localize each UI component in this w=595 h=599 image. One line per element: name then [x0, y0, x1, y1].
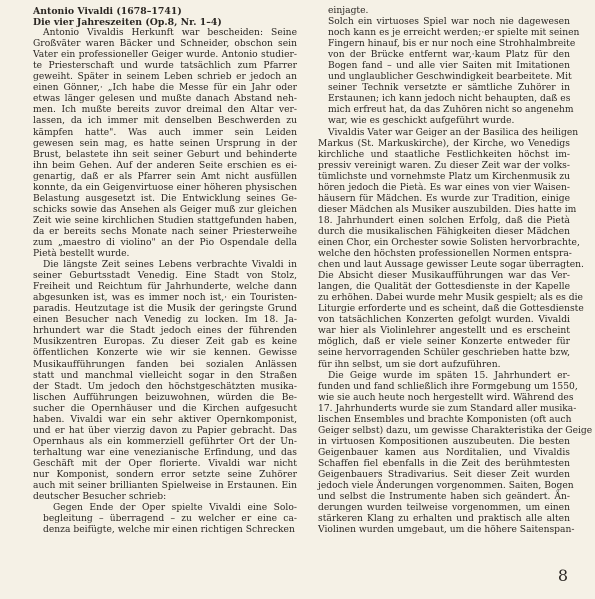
- text-line: Belastung ausgesetzt ist. Die Entwicklung seines Ge-: [33, 193, 297, 204]
- text-line: einen Chor, ein Orchester sowie Solisten hervorbrachte,: [318, 237, 580, 248]
- text-line: Solch ein virtuoses Spiel war noch nie dagewesen: [328, 17, 570, 28]
- text-line: für ihn selbst, um sie dort aufzuführen.: [318, 359, 501, 370]
- paragraph-violin: [318, 370, 593, 537]
- text-line: dieser Mädchen als Musiker auszubilden. Dies hatte im: [318, 204, 577, 215]
- piece-title: Antonio Vivaldi (1678–1741): [33, 6, 182, 17]
- text-line: Markus (St. Markuskirche), der Kirche, wo Venedigs: [318, 138, 570, 149]
- text-line: 18. Jahrhundert einen solchen Erfolg, daß die Pietà: [318, 215, 570, 226]
- text-line: Freiheit und Reichtum für Jahrhunderte, welche dann: [33, 282, 297, 293]
- text-line: und er hat über vierzig davon zu Papier gebracht. Das: [33, 425, 297, 436]
- text-line: lischen Ensembles und brachte Komponisten (oft auch: [318, 414, 572, 425]
- text-line: ihn beim Gehen. Auf der anderen Seite erschien es ei-: [33, 160, 297, 171]
- text-line: etwas länger gelesen und mußte danach Abstand neh-: [33, 94, 297, 105]
- text-line: einen Besucher nach Venedig zu locken. Im 18. Ja-: [33, 315, 297, 326]
- text-line: Schaffen fiel ebenfalls in die Zeit des berühmtesten: [318, 458, 570, 469]
- text-line: haben. Vivaldi war ein sehr aktiver Opernkomponist,: [33, 414, 297, 425]
- text-line: chen und laut Aussage gewisser Leute sogar überragten.: [318, 260, 584, 271]
- text-line: Pietà bestellt wurde.: [33, 249, 130, 260]
- text-line: in virtuosen Kompositionen auszubeuten. Die besten: [318, 436, 570, 447]
- text-line: Zeit wie seine kirchlichen Studien stattgefunden haben,: [33, 215, 297, 226]
- text-line: langen, die Qualität der Gottesdienste in der Kapelle: [318, 282, 570, 293]
- text-line: te Priesterschaft und wurde tatsächlich zum Pfarrer: [33, 61, 297, 72]
- text-line: wie sie auch heute noch hergestellt wird. Während des: [318, 392, 574, 403]
- text-line: Erstaunen; ich kann jedoch nicht behaupten, daß es: [328, 94, 571, 105]
- text-line: sucher die Opernhäuser und die Kirchen aufgesucht: [33, 403, 297, 414]
- text-line: durch die musikalischen Fähigkeiten dieser Mädchen: [318, 226, 570, 237]
- text-line: tümlichste und vornehmste Platz um Kirchenmusik zu: [318, 171, 570, 182]
- text-line: mich erfreut hat, da das Zuhören nicht so angenehm: [328, 105, 574, 116]
- text-line: welche den höchsten professionellen Normen entspra-: [318, 249, 572, 260]
- text-line: seiner Technik versetzte er sämtliche Zuhörer in: [328, 83, 570, 94]
- text-line: terhaltung war eine venezianische Erfindung, und das: [33, 447, 297, 458]
- text-line: auch mit seiner brillianten Spielweise in Erstaunen. Ein: [33, 481, 297, 492]
- text-line: Die Absicht dieser Musikaufführungen war das Ver-: [318, 271, 570, 282]
- text-line: kämpfen hatte". Was auch immer sein Leiden: [33, 127, 297, 138]
- text-line: schicks sowie das Ansehen als Geiger muß zur gleichen: [33, 204, 297, 215]
- text-line: kirchliche und staatliche Festlichkeiten höchst im-: [318, 149, 570, 160]
- text-line: Vater ein professioneller Geiger wurde. Antonio studier-: [33, 50, 297, 61]
- text-line: der Stadt. Um jedoch den höchstgeschätzten musika-: [33, 381, 297, 392]
- text-line: da er bereits sechs Monate nach seiner Priesterweihe: [33, 226, 297, 237]
- text-line: und selbst die Instrumente haben sich geändert. Än-: [318, 492, 570, 503]
- text-line: von der Brücke entfernt war,·kaum Platz für den: [328, 50, 570, 61]
- text-line: paradis. Heutzutage ist die Musik der geringste Grund: [33, 304, 297, 315]
- text-line: denza beifügte, welche mir einen richtigen Schrecken: [43, 525, 295, 536]
- text-line: begleitung – überragend – zu welcher er eine ca-: [43, 514, 297, 525]
- text-line: jedoch viele Änderungen vorgenommen. Saiten, Bogen: [318, 481, 574, 492]
- text-line: Geigenbauer kamen aus Norditalien, und Vivaldis: [318, 447, 570, 458]
- text-line: Geiger selbst) dazu, um gewisse Charakteristika der Geige: [318, 425, 593, 436]
- piece-subtitle: Die vier Jahreszeiten (Op.8, Nr. 1–4): [33, 17, 222, 29]
- text-line: 17. Jahrhunderts wurde sie zum Standard aller musika-: [318, 403, 577, 414]
- text-line: abgesunken ist, was es immer noch ist,· ein Touristen-: [33, 293, 297, 304]
- text-line: häusern für Mädchen. Es wurde zur Tradition, einige: [318, 193, 570, 204]
- text-line: Antonio Vivaldis Herkunft war bescheiden: Seine: [43, 28, 297, 39]
- text-line: war hier als Violinlehrer angestellt und es erscheint: [318, 326, 570, 337]
- text-line: möglich, daß er viele seiner Konzerte entweder für: [318, 337, 570, 348]
- text-line: Bogen fand – und alle vier Saiten mit Imitationen: [328, 61, 570, 72]
- text-line: stärkeren Klang zu erhalten und praktisch alle alten: [318, 514, 570, 525]
- paragraph-intro: [33, 28, 297, 260]
- text-line: hrhundert war die Stadt jedoch eines der führenden: [33, 326, 297, 337]
- left-column: [33, 6, 297, 536]
- text-line: zu erhöhen. Dabei wurde mehr Musik gespielt; als es die: [318, 293, 583, 304]
- text-line: funden und fand schließlich ihre Formgebung um 1550,: [318, 381, 578, 392]
- text-line: derungen wurden teilweise vorgenommen, um einen: [318, 503, 570, 514]
- text-line: lassen, da ich immer mit denselben Beschwerden zu: [33, 116, 297, 127]
- right-column: [318, 6, 593, 536]
- text-line: seiner Geburtsstadt Venedig. Eine Stadt von Stolz,: [33, 271, 297, 282]
- text-line: gewesen sein mag, es hatte seinen Ursprung in der: [33, 138, 297, 149]
- text-line: Liturgie erforderte und es scheint, daß die Gottesdienste: [318, 304, 584, 315]
- text-line: einen Gönner,· „Ich habe die Messe für ein Jahr oder: [33, 83, 297, 94]
- text-line: noch kann es je erreicht werden;·er spielte mit seinen: [328, 28, 580, 39]
- text-line: Violinen wurden umgebaut, um die höhere Saitenspan-: [318, 525, 575, 536]
- text-line: einjagte.: [328, 6, 369, 16]
- text-line: pressiv vereinigt waren. Zu dieser Zeit war der volks-: [318, 160, 570, 171]
- page-number: 8: [557, 566, 568, 585]
- text-line: nur Komponist, sondern error setzte seine Zuhörer: [33, 469, 297, 480]
- text-line: statt und manchmal vielleicht sogar in den Straßen: [33, 370, 297, 381]
- text-line: lischen Aufführungen beizuwohnen, würden die Be-: [33, 392, 297, 403]
- text-line: hören jedoch die Pietà. Es war eines von vier Waisen-: [318, 182, 570, 193]
- text-line: Die längste Zeit seines Lebens verbrachte Vivaldi in: [43, 260, 297, 271]
- text-line: Brust, belastete ihn seit seiner Geburt und behinderte: [33, 149, 297, 160]
- text-line: Geschäft mit der Oper florierte. Vivaldi war nicht: [33, 458, 297, 469]
- text-line: Geigenbauers Stradivarius. Seit dieser Zeit wurden: [318, 469, 570, 480]
- text-line: deutscher Besucher schrieb:: [33, 492, 167, 503]
- quote-visitor-continued: [318, 6, 580, 128]
- paragraph-venice: [33, 260, 297, 503]
- text-line: Opernhaus als ein kommerziell geführter Ort der Un-: [33, 436, 297, 447]
- text-line: Großväter waren Bäcker und Schneider, obschon sein: [33, 39, 297, 50]
- text-line: seine hervorragenden Schüler geschrieben hatte bzw,: [318, 348, 570, 359]
- text-line: öffentlichen Konzerte wie wir sie kennen. Gewisse: [33, 348, 297, 359]
- text-line: war, wie es geschickt aufgeführt wurde.: [328, 116, 515, 127]
- text-line: von tatsächlichen Konzerten gefolgt wurden. Vivaldi: [318, 315, 570, 326]
- text-line: geweiht. Später in seinem Leben schrieb er jedoch an: [33, 72, 297, 83]
- text-line: konnte, da ein Geigenvirtuose einer höheren physischen: [33, 182, 297, 193]
- paragraph-pieta: [318, 127, 584, 371]
- text-line: Gegen Ende der Oper spielte Vivaldi eine Solo-: [53, 503, 297, 514]
- text-line: Die Geige wurde im späten 15. Jahrhundert er-: [328, 370, 570, 381]
- text-line: Fingern hinauf, bis er nur noch eine Strohhalmbreite: [328, 39, 576, 50]
- text-line: men. Ich mußte bereits zuvor dreimal den Altar ver-: [33, 105, 297, 116]
- text-line: Musikzentren Europas. Zu dieser Zeit gab es keine: [33, 337, 297, 348]
- quote-visitor: [33, 503, 297, 536]
- text-line: Musikaufführungen fanden bei sozialen Anlässen: [33, 359, 297, 370]
- text-line: Vivaldis Vater war Geiger an der Basilica des heiligen: [328, 127, 579, 138]
- text-line: genartig, daß er als Pfarrer sein Amt nicht ausfüllen: [33, 171, 297, 182]
- text-line: zum „maestro di violino" an der Pio Ospendale della: [33, 237, 297, 248]
- text-line: und unglaublicher Geschwindigkeit bearbeitete. Mit: [328, 72, 572, 83]
